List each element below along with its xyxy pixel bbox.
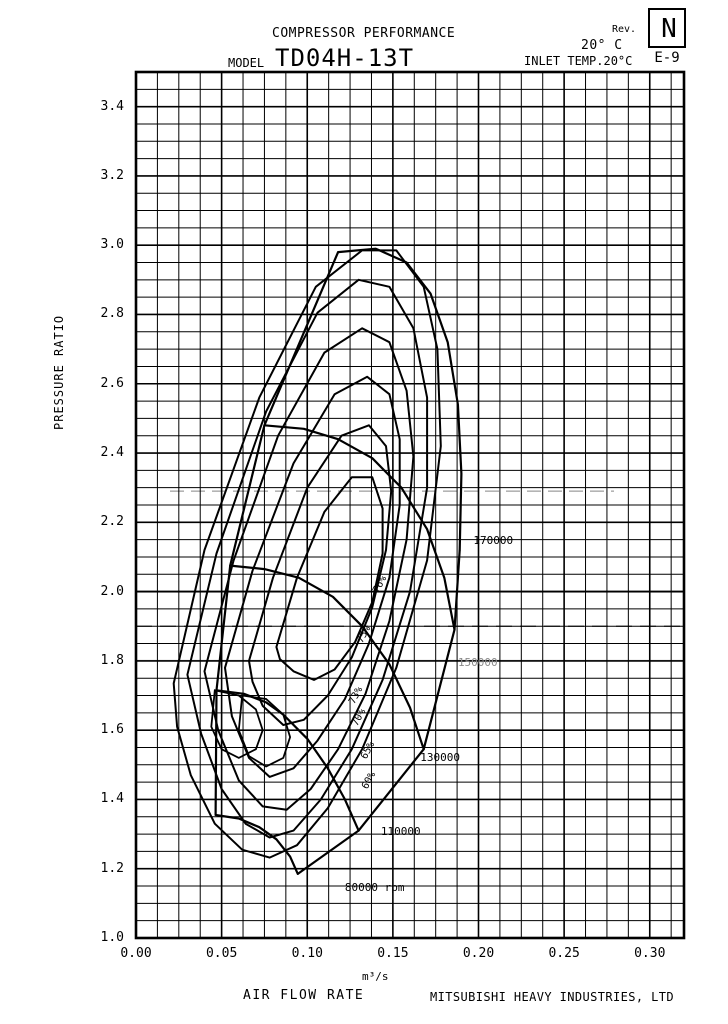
- speed-label: 80000 rpm: [344, 880, 405, 894]
- y-tick-label: 1.2: [100, 860, 124, 876]
- y-tick-label: 2.4: [100, 445, 124, 461]
- y-tick-label: 2.2: [100, 514, 124, 530]
- x-axis-unit: m³/s: [362, 970, 389, 983]
- model-name: TD04H-13T: [275, 44, 415, 72]
- y-tick-label: 1.8: [100, 652, 124, 668]
- y-tick-label: 3.4: [100, 98, 124, 114]
- speed-label: 170000: [473, 534, 514, 548]
- rev-code: E-9: [654, 50, 680, 66]
- model-label: MODEL: [228, 56, 265, 70]
- x-tick-label: 0.20: [462, 946, 495, 961]
- efficiency-label: 76%: [370, 573, 389, 595]
- x-tick-label: 0.15: [377, 946, 409, 961]
- x-tick-label: 0.05: [205, 946, 238, 961]
- y-axis-label: PRESSURE RATIO: [52, 314, 66, 430]
- chart-title: COMPRESSOR PERFORMANCE: [272, 26, 456, 41]
- efficiency-label: 70%: [350, 707, 369, 729]
- y-tick-label: 2.6: [100, 375, 124, 391]
- x-axis-label: AIR FLOW RATE: [243, 988, 365, 1003]
- x-tick-label: 0.00: [120, 946, 152, 961]
- y-tick-label: 1.0: [100, 930, 124, 945]
- y-tick-label: 2.8: [100, 306, 124, 322]
- speed-label: 110000: [380, 825, 421, 839]
- rev-letter: N: [661, 14, 677, 44]
- y-tick-label: 1.6: [100, 722, 124, 738]
- x-tick-label: 0.30: [634, 946, 666, 961]
- ambient-temp: 20° C: [581, 38, 623, 53]
- company-name: MITSUBISHI HEAVY INDUSTRIES, LTD: [430, 990, 674, 1004]
- y-tick-label: 3.0: [100, 237, 124, 253]
- speed-label: 150000: [457, 655, 498, 669]
- y-tick-label: 2.0: [100, 583, 124, 599]
- inlet-temp: INLET TEMP.20°C: [524, 54, 633, 68]
- efficiency-label: 75%: [355, 624, 374, 646]
- efficiency-label: 65%: [358, 740, 377, 762]
- efficiency-label: 73%: [346, 684, 365, 706]
- x-tick-label: 0.25: [548, 946, 580, 961]
- x-tick-label: 0.10: [291, 946, 323, 961]
- efficiency-label: 60%: [360, 769, 379, 791]
- y-tick-label: 1.4: [100, 791, 124, 807]
- y-tick-label: 3.2: [100, 167, 124, 183]
- speed-label: 130000: [420, 750, 461, 764]
- rev-label: Rev.: [612, 24, 637, 35]
